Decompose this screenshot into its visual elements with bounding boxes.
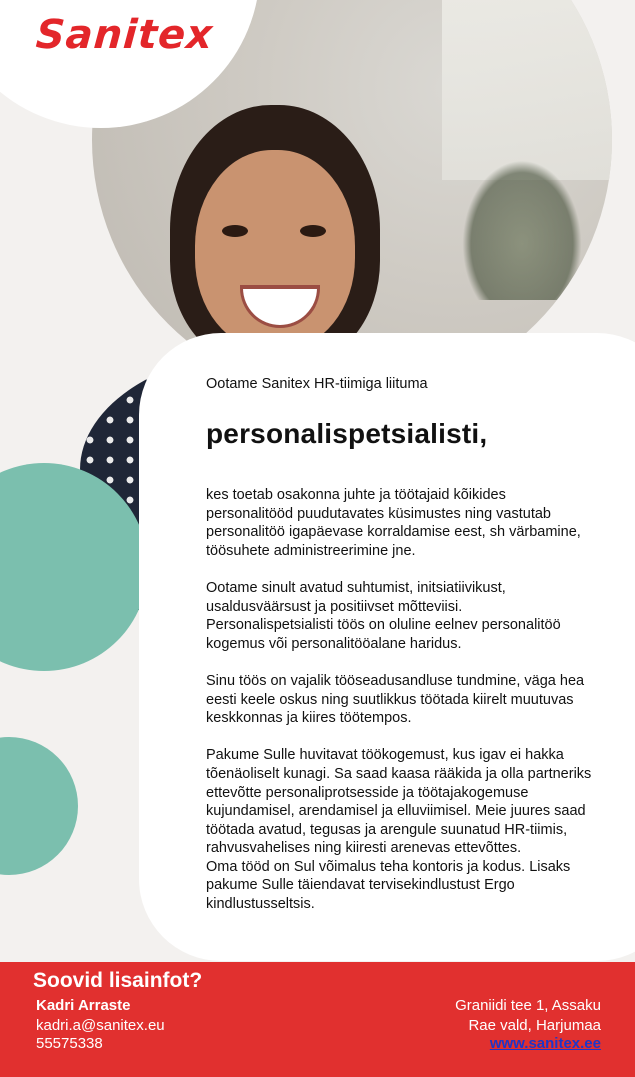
address-line-1: Graniidi tee 1, Assaku	[455, 997, 601, 1014]
footer-heading: Soovid lisainfot?	[33, 969, 203, 992]
paragraph-expectations: Ootame sinult avatud suhtumist, initsiatiivikust, usaldusväärsust ja positiivset mõtteviisi. Personalispetsialisti töös on oluline eelnev personalitöö kogemus või personalitööalane haridus.	[206, 579, 561, 652]
paragraph-responsibilities: kes toetab osakonna juhte ja töötajaid kõikides personalitööd puudutavates küsimustes ning vastutab personalitöö igapäevase korraldamise eest, sh värbamine, töösuhete administreerimine jne.	[206, 487, 581, 559]
paragraph-requirements: Sinu töös on vajalik tööseadusandluse tundmine, väga hea eesti keele oskus ning suutlikkus töötada kiirelt muutuvas keskkonnas ja kiires töötempos.	[206, 672, 585, 727]
ad-body	[206, 486, 630, 932]
paragraph-benefits: Oma tööd on Sul võimalus teha kontoris ja kodus. Lisaks pakume Sulle täiendavat tervisekindlustust Ergo kindlustusseltsis.	[206, 858, 571, 913]
sanitex-logo: Sanitex	[34, 12, 215, 58]
photo-eye-left	[222, 225, 248, 237]
contact-email[interactable]: kadri.a@sanitex.eu	[36, 1017, 165, 1034]
photo-eye-right	[300, 225, 326, 237]
ad-intro: Ootame Sanitex HR-tiimiga liituma	[206, 376, 428, 392]
photo-background-plant	[462, 160, 582, 300]
paragraph-offer: Pakume Sulle huvitavat töökogemust, kus igav ei hakka tõenäoliselt kunagi. Sa saad kaasa rääkida ja olla partneriks ettevõtte personaliprotsesside ja töötajakogemuse kujundamisel, arendamisel ja elluviimisel. Meie juures saad töötada avatud, tegusas ja arengule suunatud HR-tiimis, rahvusvahelises ning kiiresti arenevas ettevõttes.	[206, 747, 592, 857]
position-title: personalispetsialisti,	[206, 418, 488, 449]
contact-phone: 55575338	[36, 1035, 103, 1052]
contact-footer	[0, 962, 635, 1077]
photo-background-window	[442, 0, 612, 180]
decorative-teal-circle-small	[0, 737, 78, 875]
address-line-2: Rae vald, Harjumaa	[468, 1017, 601, 1034]
website-link[interactable]: www.sanitex.ee	[489, 1035, 601, 1052]
contact-name: Kadri Arraste	[36, 997, 131, 1014]
